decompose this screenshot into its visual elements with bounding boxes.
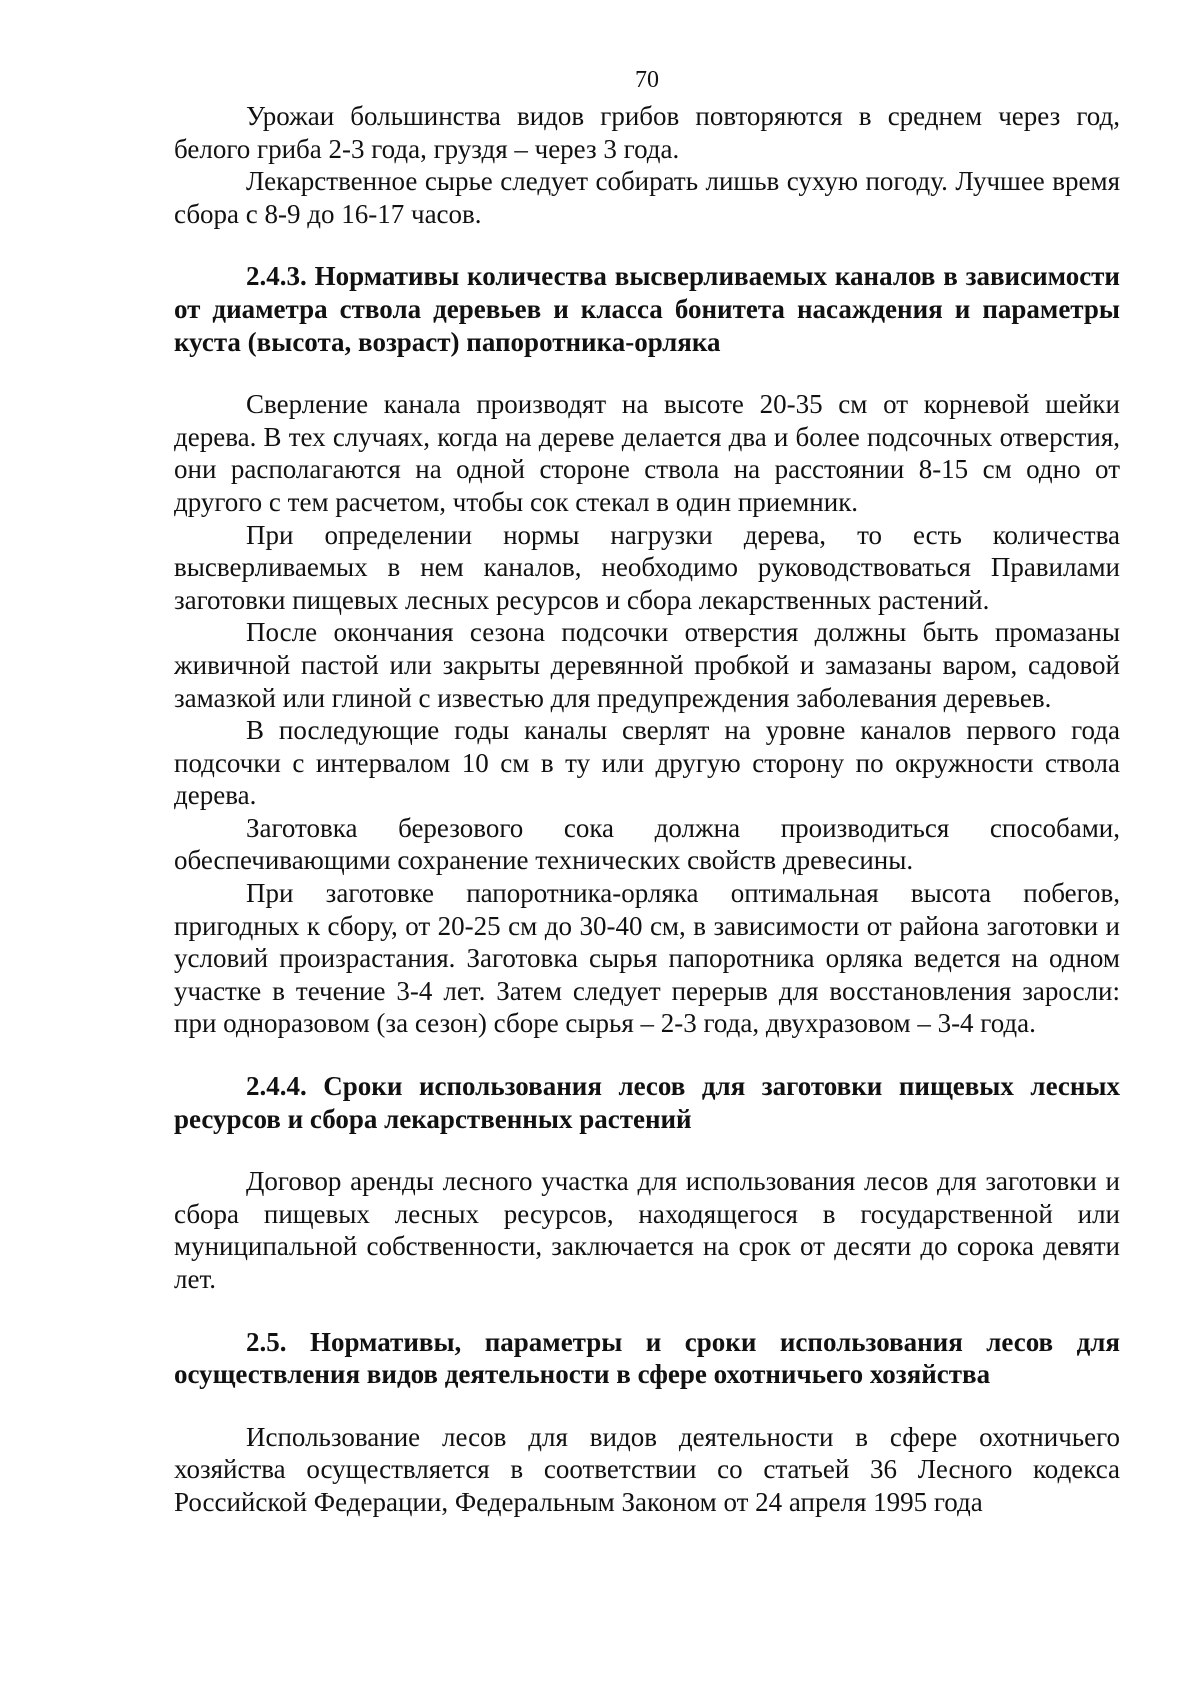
paragraph-bracken-fern: При заготовке папоротника-орляка оптимальная высота побегов, пригодных к сбору, от 20-25 см до 30-40 см, в зависимости от района заготовки и условий произрастания. Заготовка сырья папоротника орляка ведется на одном участке в течение 3-4 лет. Затем следует перерыв для восстановления заросли: при одноразовом (за сезон) сборе сырья – 2-3 года, двухразовом – 3-4 года.	[174, 878, 1120, 1039]
paragraph-drilling-height: Сверление канала производят на высоте 20-35 см от корневой шейки дерева. В тех случаях, когда на дереве делается два и более подсочных отверстия, они располагаются на одной стороне ствола на расстоянии 8-15 см одно от другого с тем расчетом, чтобы сок стекал в один приемник.	[174, 389, 1120, 517]
paragraph-after-season: После окончания сезона подсочки отверстия должны быть промазаны живичной пастой или закрыты деревянной пробкой и замазаны варом, садовой замазкой или глиной с известью для предупреждения заболевания деревьев.	[174, 617, 1120, 713]
paragraph-mushroom-harvest: Урожаи большинства видов грибов повторяются в среднем через год, белого гриба 2-3 года, груздя – через 3 года.	[174, 101, 1120, 164]
paragraph-birch-sap: Заготовка березового сока должна производиться способами, обеспечивающими сохранение технических свойств древесины.	[174, 812, 1120, 876]
paragraph-following-years: В последующие годы каналы сверлят на уровне каналов первого года подсочки с интервалом 10 см в ту или другую сторону по окружности ствола дерева.	[174, 715, 1120, 811]
paragraph-lease-term: Договор аренды лесного участка для использования лесов для заготовки и сбора пищевых лесных ресурсов, находящегося в государственной или муниципальной собственности, заключается на срок от десяти до сорока девяти лет.	[174, 1166, 1120, 1294]
page-number: 70	[635, 67, 659, 93]
paragraph-medicinal-collection: Лекарственное сырье следует собирать лишьв сухую погоду. Лучшее время сбора с 8-9 до 16-17 часов.	[174, 166, 1120, 229]
heading-2-5: 2.5. Нормативы, параметры и сроки использования лесов для осуществления видов деятельности в сфере охотничьего хозяйства	[174, 1326, 1120, 1390]
heading-2-4-3: 2.4.3. Нормативы количества высверливаемых каналов в зависимости от диаметра ствола деревьев и класса бонитета насаждения и параметры куста (высота, возраст) папоротника-орляка	[174, 261, 1120, 357]
paragraph-load-norm: При определении нормы нагрузки дерева, то есть количества высверливаемых в нем каналов, необходимо руководствоваться Правилами заготовки пищевых лесных ресурсов и сбора лекарственных растений.	[174, 519, 1120, 615]
paragraph-hunting: Использование лесов для видов деятельности в сфере охотничьего хозяйства осуществляется в соответствии со статьей 36 Лесного кодекса Российской Федерации, Федеральным Законом от 24 апреля 1995 года	[174, 1421, 1120, 1517]
heading-2-4-4: 2.4.4. Сроки использования лесов для заготовки пищевых лесных ресурсов и сбора лекарственных растений	[174, 1071, 1120, 1134]
document-page	[174, 64, 1120, 1519]
